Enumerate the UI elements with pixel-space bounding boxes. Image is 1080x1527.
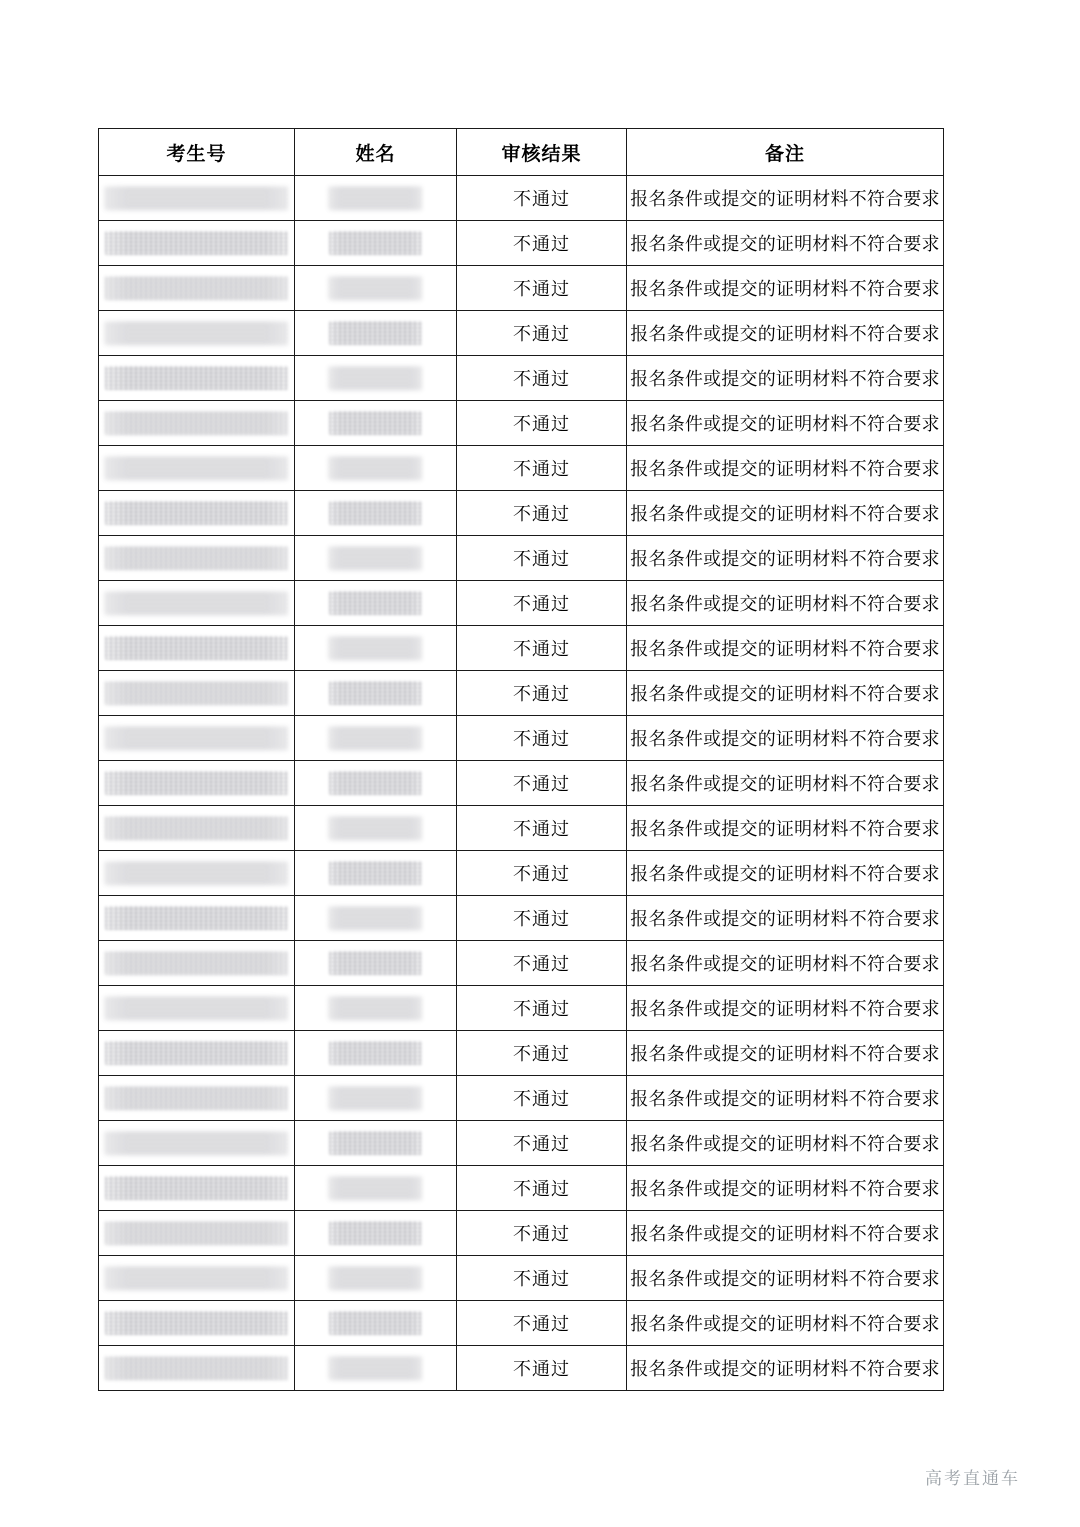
- note-text: 报名条件或提交的证明材料不符合要求: [630, 774, 940, 794]
- redacted-exam-id: [105, 1266, 288, 1290]
- cell-note: [627, 941, 944, 986]
- result-text: 不通过: [513, 999, 570, 1019]
- cell-name: [295, 1301, 457, 1346]
- result-text: 不通过: [513, 819, 570, 839]
- result-text: 不通过: [513, 1269, 570, 1289]
- audit-result-table: [98, 128, 944, 1391]
- result-text: 不通过: [513, 864, 570, 884]
- cell-note: [627, 1256, 944, 1301]
- table-row: [99, 896, 944, 941]
- cell-exam-id: [99, 1301, 295, 1346]
- note-text: 报名条件或提交的证明材料不符合要求: [630, 729, 940, 749]
- column-header-exam-id: 考生号: [99, 129, 295, 176]
- redacted-name: [329, 996, 422, 1020]
- column-header-name: 姓名: [295, 129, 457, 176]
- result-text: 不通过: [513, 639, 570, 659]
- redacted-name: [329, 546, 422, 570]
- note-text: 报名条件或提交的证明材料不符合要求: [630, 1044, 940, 1064]
- cell-result: [457, 941, 627, 986]
- table-row: [99, 1301, 944, 1346]
- redacted-name: [329, 321, 422, 345]
- cell-result: [457, 401, 627, 446]
- cell-result: [457, 1031, 627, 1076]
- redacted-exam-id: [105, 726, 288, 750]
- redacted-name: [329, 501, 422, 525]
- cell-exam-id: [99, 176, 295, 221]
- cell-name: [295, 491, 457, 536]
- note-text: 报名条件或提交的证明材料不符合要求: [630, 1179, 940, 1199]
- cell-exam-id: [99, 761, 295, 806]
- redacted-name: [329, 636, 422, 660]
- table-row: [99, 491, 944, 536]
- result-text: 不通过: [513, 729, 570, 749]
- note-text: 报名条件或提交的证明材料不符合要求: [630, 999, 940, 1019]
- redacted-name: [329, 186, 422, 210]
- cell-result: [457, 1166, 627, 1211]
- cell-note: [627, 806, 944, 851]
- redacted-name: [329, 906, 422, 930]
- cell-note: [627, 851, 944, 896]
- cell-name: [295, 626, 457, 671]
- redacted-exam-id: [105, 591, 288, 615]
- cell-result: [457, 626, 627, 671]
- note-text: 报名条件或提交的证明材料不符合要求: [630, 954, 940, 974]
- cell-result: [457, 1121, 627, 1166]
- cell-note: [627, 1301, 944, 1346]
- table-row: [99, 1346, 944, 1391]
- redacted-exam-id: [105, 186, 288, 210]
- table-row: [99, 941, 944, 986]
- cell-result: [457, 581, 627, 626]
- note-text: 报名条件或提交的证明材料不符合要求: [630, 414, 940, 434]
- result-text: 不通过: [513, 459, 570, 479]
- table-row: [99, 1121, 944, 1166]
- redacted-name: [329, 951, 422, 975]
- cell-note: [627, 626, 944, 671]
- redacted-exam-id: [105, 366, 288, 390]
- column-header-note: 备注: [627, 129, 944, 176]
- cell-name: [295, 356, 457, 401]
- result-text: 不通过: [513, 774, 570, 794]
- cell-name: [295, 221, 457, 266]
- cell-name: [295, 1346, 457, 1391]
- redacted-name: [329, 1311, 422, 1335]
- table-row: [99, 176, 944, 221]
- result-text: 不通过: [513, 1224, 570, 1244]
- cell-name: [295, 1166, 457, 1211]
- redacted-name: [329, 861, 422, 885]
- redacted-exam-id: [105, 546, 288, 570]
- cell-exam-id: [99, 311, 295, 356]
- redacted-name: [329, 726, 422, 750]
- cell-exam-id: [99, 941, 295, 986]
- cell-name: [295, 1211, 457, 1256]
- cell-exam-id: [99, 986, 295, 1031]
- result-text: 不通过: [513, 1179, 570, 1199]
- result-text: 不通过: [513, 279, 570, 299]
- cell-note: [627, 1121, 944, 1166]
- table-row: [99, 806, 944, 851]
- result-text: 不通过: [513, 504, 570, 524]
- cell-name: [295, 536, 457, 581]
- redacted-exam-id: [105, 1131, 288, 1155]
- cell-name: [295, 1076, 457, 1121]
- note-text: 报名条件或提交的证明材料不符合要求: [630, 1314, 940, 1334]
- cell-note: [627, 1211, 944, 1256]
- redacted-exam-id: [105, 1086, 288, 1110]
- redacted-exam-id: [105, 456, 288, 480]
- table-row: [99, 1076, 944, 1121]
- cell-note: [627, 266, 944, 311]
- cell-result: [457, 1211, 627, 1256]
- redacted-name: [329, 771, 422, 795]
- cell-note: [627, 716, 944, 761]
- result-text: 不通过: [513, 189, 570, 209]
- table-row: [99, 1166, 944, 1211]
- redacted-name: [329, 816, 422, 840]
- table-body: [99, 176, 944, 1391]
- cell-name: [295, 761, 457, 806]
- cell-note: [627, 356, 944, 401]
- cell-name: [295, 1121, 457, 1166]
- result-text: 不通过: [513, 414, 570, 434]
- cell-exam-id: [99, 1166, 295, 1211]
- cell-note: [627, 986, 944, 1031]
- redacted-exam-id: [105, 636, 288, 660]
- table-row: [99, 266, 944, 311]
- cell-result: [457, 491, 627, 536]
- table-row: [99, 311, 944, 356]
- cell-result: [457, 446, 627, 491]
- table-row: [99, 716, 944, 761]
- redacted-name: [329, 1176, 422, 1200]
- table-row: [99, 626, 944, 671]
- table-row: [99, 671, 944, 716]
- redacted-name: [329, 456, 422, 480]
- redacted-exam-id: [105, 681, 288, 705]
- cell-note: [627, 1076, 944, 1121]
- table-header-row: [99, 129, 944, 176]
- redacted-name: [329, 1221, 422, 1245]
- result-text: 不通过: [513, 1359, 570, 1379]
- cell-note: [627, 1346, 944, 1391]
- redacted-exam-id: [105, 1311, 288, 1335]
- table-row: [99, 1211, 944, 1256]
- cell-exam-id: [99, 1076, 295, 1121]
- cell-name: [295, 581, 457, 626]
- cell-name: [295, 806, 457, 851]
- cell-exam-id: [99, 896, 295, 941]
- cell-result: [457, 536, 627, 581]
- cell-note: [627, 311, 944, 356]
- cell-note: [627, 536, 944, 581]
- result-text: 不通过: [513, 954, 570, 974]
- note-text: 报名条件或提交的证明材料不符合要求: [630, 819, 940, 839]
- cell-note: [627, 896, 944, 941]
- result-text: 不通过: [513, 234, 570, 254]
- cell-exam-id: [99, 401, 295, 446]
- note-text: 报名条件或提交的证明材料不符合要求: [630, 504, 940, 524]
- cell-note: [627, 671, 944, 716]
- note-text: 报名条件或提交的证明材料不符合要求: [630, 324, 940, 344]
- redacted-exam-id: [105, 321, 288, 345]
- cell-note: [627, 401, 944, 446]
- cell-exam-id: [99, 491, 295, 536]
- redacted-exam-id: [105, 1221, 288, 1245]
- cell-name: [295, 896, 457, 941]
- redacted-name: [329, 1086, 422, 1110]
- cell-exam-id: [99, 581, 295, 626]
- result-text: 不通过: [513, 1044, 570, 1064]
- cell-name: [295, 941, 457, 986]
- cell-name: [295, 851, 457, 896]
- cell-note: [627, 1031, 944, 1076]
- result-text: 不通过: [513, 684, 570, 704]
- cell-exam-id: [99, 1256, 295, 1301]
- cell-result: [457, 671, 627, 716]
- note-text: 报名条件或提交的证明材料不符合要求: [630, 1224, 940, 1244]
- note-text: 报名条件或提交的证明材料不符合要求: [630, 1134, 940, 1154]
- cell-result: [457, 356, 627, 401]
- cell-result: [457, 221, 627, 266]
- cell-note: [627, 221, 944, 266]
- note-text: 报名条件或提交的证明材料不符合要求: [630, 189, 940, 209]
- redacted-name: [329, 1131, 422, 1155]
- cell-result: [457, 1346, 627, 1391]
- cell-result: [457, 716, 627, 761]
- redacted-exam-id: [105, 1176, 288, 1200]
- note-text: 报名条件或提交的证明材料不符合要求: [630, 909, 940, 929]
- note-text: 报名条件或提交的证明材料不符合要求: [630, 549, 940, 569]
- cell-name: [295, 401, 457, 446]
- cell-note: [627, 581, 944, 626]
- table-row: [99, 221, 944, 266]
- cell-result: [457, 1076, 627, 1121]
- redacted-exam-id: [105, 501, 288, 525]
- cell-name: [295, 446, 457, 491]
- note-text: 报名条件或提交的证明材料不符合要求: [630, 369, 940, 389]
- table-row: [99, 356, 944, 401]
- cell-result: [457, 311, 627, 356]
- cell-exam-id: [99, 446, 295, 491]
- cell-name: [295, 176, 457, 221]
- note-text: 报名条件或提交的证明材料不符合要求: [630, 594, 940, 614]
- cell-exam-id: [99, 806, 295, 851]
- redacted-exam-id: [105, 1041, 288, 1065]
- cell-exam-id: [99, 266, 295, 311]
- cell-name: [295, 716, 457, 761]
- result-text: 不通过: [513, 1134, 570, 1154]
- redacted-exam-id: [105, 951, 288, 975]
- cell-result: [457, 266, 627, 311]
- note-text: 报名条件或提交的证明材料不符合要求: [630, 639, 940, 659]
- cell-result: [457, 1256, 627, 1301]
- cell-exam-id: [99, 1211, 295, 1256]
- cell-exam-id: [99, 671, 295, 716]
- table-row: [99, 401, 944, 446]
- cell-exam-id: [99, 1031, 295, 1076]
- redacted-name: [329, 1266, 422, 1290]
- cell-result: [457, 176, 627, 221]
- redacted-name: [329, 1041, 422, 1065]
- cell-name: [295, 986, 457, 1031]
- cell-result: [457, 806, 627, 851]
- cell-result: [457, 851, 627, 896]
- redacted-name: [329, 591, 422, 615]
- redacted-exam-id: [105, 411, 288, 435]
- cell-exam-id: [99, 851, 295, 896]
- cell-name: [295, 671, 457, 716]
- result-text: 不通过: [513, 549, 570, 569]
- table-row: [99, 536, 944, 581]
- redacted-exam-id: [105, 996, 288, 1020]
- result-text: 不通过: [513, 909, 570, 929]
- cell-exam-id: [99, 1121, 295, 1166]
- cell-note: [627, 446, 944, 491]
- cell-note: [627, 176, 944, 221]
- cell-exam-id: [99, 356, 295, 401]
- redacted-exam-id: [105, 906, 288, 930]
- redacted-name: [329, 681, 422, 705]
- cell-note: [627, 1166, 944, 1211]
- cell-name: [295, 1256, 457, 1301]
- cell-exam-id: [99, 1346, 295, 1391]
- note-text: 报名条件或提交的证明材料不符合要求: [630, 279, 940, 299]
- redacted-name: [329, 1356, 422, 1380]
- table-row: [99, 761, 944, 806]
- redacted-name: [329, 411, 422, 435]
- cell-note: [627, 761, 944, 806]
- table-row: [99, 1031, 944, 1076]
- note-text: 报名条件或提交的证明材料不符合要求: [630, 684, 940, 704]
- redacted-exam-id: [105, 816, 288, 840]
- table-row: [99, 446, 944, 491]
- table-row: [99, 986, 944, 1031]
- redacted-name: [329, 366, 422, 390]
- redacted-exam-id: [105, 1356, 288, 1380]
- note-text: 报名条件或提交的证明材料不符合要求: [630, 1269, 940, 1289]
- redacted-exam-id: [105, 771, 288, 795]
- note-text: 报名条件或提交的证明材料不符合要求: [630, 1359, 940, 1379]
- redacted-exam-id: [105, 276, 288, 300]
- cell-name: [295, 311, 457, 356]
- cell-name: [295, 1031, 457, 1076]
- column-header-result: 审核结果: [457, 129, 627, 176]
- note-text: 报名条件或提交的证明材料不符合要求: [630, 459, 940, 479]
- table-header: [99, 129, 944, 176]
- cell-result: [457, 761, 627, 806]
- table-row: [99, 581, 944, 626]
- table-row: [99, 1256, 944, 1301]
- result-text: 不通过: [513, 369, 570, 389]
- cell-result: [457, 986, 627, 1031]
- result-text: 不通过: [513, 324, 570, 344]
- cell-note: [627, 491, 944, 536]
- cell-exam-id: [99, 221, 295, 266]
- watermark-label: 高考直通车: [925, 1469, 1020, 1488]
- cell-name: [295, 266, 457, 311]
- cell-exam-id: [99, 626, 295, 671]
- redacted-exam-id: [105, 861, 288, 885]
- result-text: 不通过: [513, 594, 570, 614]
- cell-exam-id: [99, 536, 295, 581]
- result-text: 不通过: [513, 1314, 570, 1334]
- cell-result: [457, 896, 627, 941]
- cell-exam-id: [99, 716, 295, 761]
- redacted-name: [329, 231, 422, 255]
- note-text: 报名条件或提交的证明材料不符合要求: [630, 1089, 940, 1109]
- audit-result-table-container: [98, 128, 943, 1391]
- note-text: 报名条件或提交的证明材料不符合要求: [630, 864, 940, 884]
- redacted-name: [329, 276, 422, 300]
- redacted-exam-id: [105, 231, 288, 255]
- result-text: 不通过: [513, 1089, 570, 1109]
- table-row: [99, 851, 944, 896]
- cell-result: [457, 1301, 627, 1346]
- note-text: 报名条件或提交的证明材料不符合要求: [630, 234, 940, 254]
